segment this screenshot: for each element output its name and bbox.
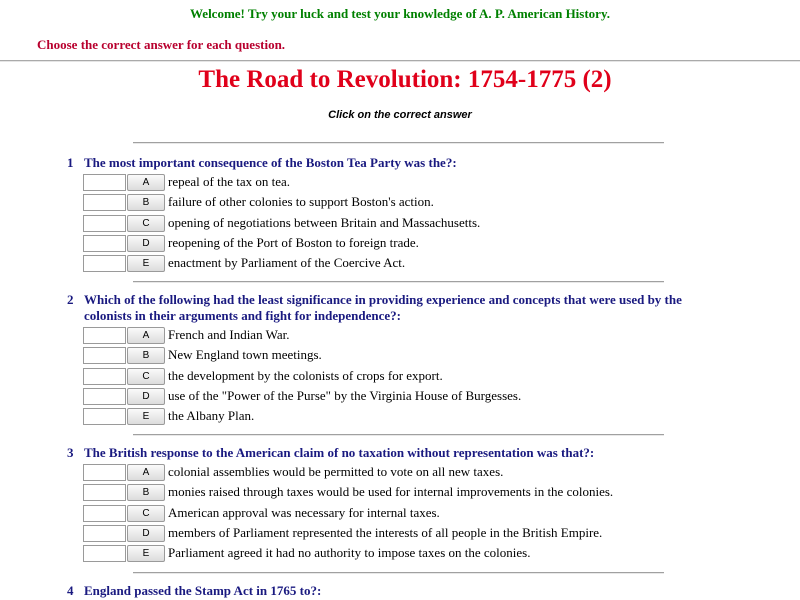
- answer-c-text: opening of negotiations between Britain and Massachusetts.: [168, 214, 481, 230]
- question-number: 3: [67, 445, 74, 460]
- answer-d-field[interactable]: [83, 235, 126, 252]
- answer-row-c: [83, 504, 783, 524]
- answer-a-button[interactable]: A: [127, 174, 165, 191]
- answer-d-text: members of Parliament represented the interests of all people in the British Empire.: [168, 524, 603, 540]
- answer-c-field[interactable]: [83, 368, 126, 385]
- answer-e-field[interactable]: [83, 408, 126, 425]
- answer-e-field[interactable]: [83, 255, 126, 272]
- answer-b-field[interactable]: [83, 347, 126, 364]
- answer-e-text: the Albany Plan.: [168, 408, 255, 424]
- answer-c-text: the development by the colonists of crops for export.: [168, 367, 443, 383]
- answer-b-button[interactable]: B: [127, 484, 165, 501]
- question-number: 2: [67, 292, 74, 307]
- question-divider: [133, 142, 664, 144]
- answer-d-field[interactable]: [83, 388, 126, 405]
- page-subtitle: Click on the correct answer: [328, 109, 472, 121]
- question-text: The British response to the American claim of no taxation without representation was that?:: [84, 445, 595, 460]
- answer-list: [83, 463, 783, 564]
- answer-row-b: [83, 346, 783, 366]
- answer-row-e: [83, 544, 783, 564]
- page-title: The Road to Revolution: 1754-1775 (2): [198, 66, 612, 93]
- answer-a-text: repeal of the tax on tea.: [168, 174, 290, 189]
- answer-row-e: [83, 254, 783, 274]
- answer-b-field[interactable]: [83, 484, 126, 501]
- answer-row-d: [83, 234, 783, 254]
- answer-a-button[interactable]: A: [127, 464, 165, 481]
- answer-a-field[interactable]: [83, 464, 126, 481]
- answer-d-text: use of the "Power of the Purse" by the Virginia House of Burgesses.: [168, 387, 522, 403]
- answer-list: [83, 326, 783, 427]
- answer-e-button[interactable]: E: [127, 255, 165, 272]
- answer-b-button[interactable]: B: [127, 194, 165, 211]
- answer-c-field[interactable]: [83, 215, 126, 232]
- answer-d-button[interactable]: D: [127, 388, 165, 405]
- instruction-text: Choose the correct answer for each question.: [37, 37, 286, 52]
- answer-c-button[interactable]: C: [127, 215, 165, 232]
- answer-b-field[interactable]: [83, 194, 126, 211]
- answer-row-a: [83, 463, 783, 483]
- answer-e-text: Parliament agreed it had no authority to impose taxes on the colonies.: [168, 545, 531, 561]
- question-number: 1: [67, 155, 74, 170]
- answer-list: [83, 173, 783, 274]
- answer-c-button[interactable]: C: [127, 368, 165, 385]
- answer-d-text: reopening of the Port of Boston to foreign trade.: [168, 234, 419, 250]
- answer-e-field[interactable]: [83, 545, 126, 562]
- answer-e-button[interactable]: E: [127, 545, 165, 562]
- answer-row-e: [83, 407, 783, 427]
- question-divider: [133, 572, 664, 574]
- answer-row-b: [83, 193, 783, 213]
- question-divider: [133, 434, 664, 436]
- question-number: 4: [67, 583, 74, 598]
- answer-b-text: New England town meetings.: [168, 347, 322, 363]
- header-divider: [0, 60, 800, 62]
- question-text: The most important consequence of the Boston Tea Party was the?:: [84, 155, 457, 170]
- answer-row-c: [83, 214, 783, 234]
- answer-row-a: [83, 326, 783, 346]
- question-text: England passed the Stamp Act in 1765 to?:: [84, 583, 322, 598]
- answer-e-text: enactment by Parliament of the Coercive Act.: [168, 255, 406, 271]
- answer-a-field[interactable]: [83, 327, 126, 344]
- answer-c-text: American approval was necessary for internal taxes.: [168, 504, 440, 520]
- answer-row-b: [83, 483, 783, 503]
- answer-a-button[interactable]: A: [127, 327, 165, 344]
- answer-a-field[interactable]: [83, 174, 126, 191]
- answer-c-field[interactable]: [83, 505, 126, 522]
- answer-c-button[interactable]: C: [127, 505, 165, 522]
- answer-row-c: [83, 367, 783, 387]
- answer-b-text: failure of other colonies to support Boston's action.: [168, 194, 434, 210]
- answer-b-button[interactable]: B: [127, 347, 165, 364]
- answer-row-d: [83, 524, 783, 544]
- answer-row-a: [83, 173, 783, 193]
- answer-a-text: colonial assemblies would be permitted to vote on all new taxes.: [168, 464, 504, 479]
- answer-d-button[interactable]: D: [127, 235, 165, 252]
- answer-b-text: monies raised through taxes would be used for internal improvements in the colonies.: [168, 484, 614, 500]
- answer-d-field[interactable]: [83, 525, 126, 542]
- answer-a-text: French and Indian War.: [168, 327, 290, 342]
- answer-d-button[interactable]: D: [127, 525, 165, 542]
- answer-row-d: [83, 387, 783, 407]
- welcome-message: Welcome! Try your luck and test your knowledge of A. P. American History.: [190, 6, 610, 21]
- answer-e-button[interactable]: E: [127, 408, 165, 425]
- question-divider: [133, 281, 664, 283]
- question-text: Which of the following had the least significance in providing experience and concepts that were used by the colonists in their arguments and fight for independence?:: [84, 292, 682, 323]
